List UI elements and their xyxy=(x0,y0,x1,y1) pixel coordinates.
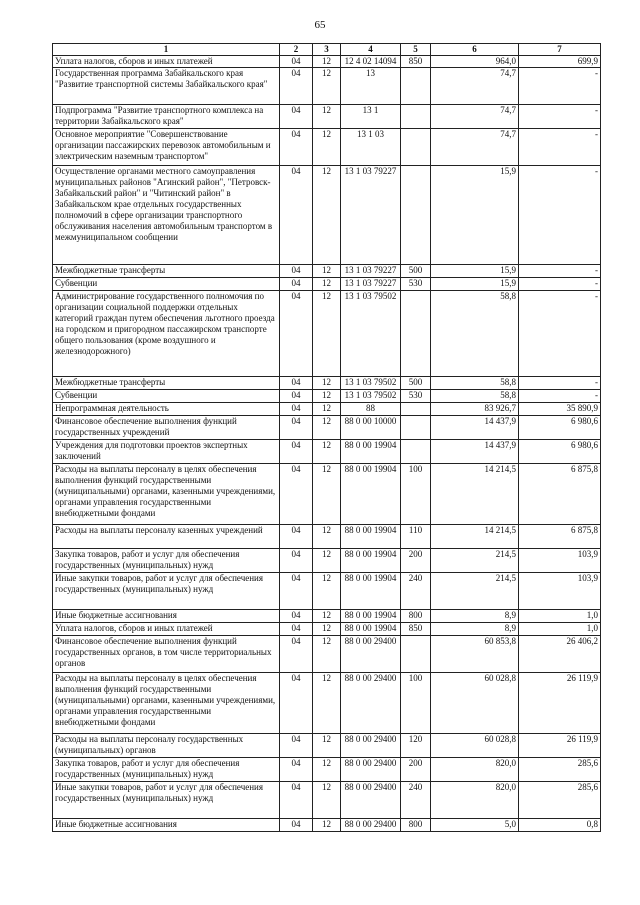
row-subsection: 12 xyxy=(313,464,341,525)
row-name: Уплата налогов, сборов и иных платежей xyxy=(53,623,280,636)
row-amount-1: 58,8 xyxy=(431,291,519,377)
row-name: Иные закупки товаров, работ и услуг для обеспечения государственных (муниципальных) нужд xyxy=(53,782,280,819)
row-amount-1: 8,9 xyxy=(431,623,519,636)
row-amount-1: 15,9 xyxy=(431,166,519,265)
row-amount-2: - xyxy=(519,68,601,105)
table-row xyxy=(53,403,601,416)
row-expense-type xyxy=(401,68,431,105)
row-subsection: 12 xyxy=(313,636,341,673)
column-number-row xyxy=(53,44,601,56)
row-expense-type xyxy=(401,291,431,377)
row-amount-1: 74,7 xyxy=(431,105,519,129)
row-amount-1: 14 214,5 xyxy=(431,525,519,549)
row-amount-2: 26 119,9 xyxy=(519,734,601,758)
row-subsection: 12 xyxy=(313,673,341,734)
row-amount-2: - xyxy=(519,105,601,129)
row-amount-2: 1,0 xyxy=(519,623,601,636)
row-name: Субвенции xyxy=(53,390,280,403)
row-section: 04 xyxy=(280,377,313,390)
row-expense-type xyxy=(401,403,431,416)
row-amount-2: - xyxy=(519,377,601,390)
row-section: 04 xyxy=(280,390,313,403)
table-row xyxy=(53,573,601,610)
row-name: Уплата налогов, сборов и иных платежей xyxy=(53,56,280,68)
row-name: Межбюджетные трансферты xyxy=(53,265,280,278)
row-target-code: 13 1 03 79502 xyxy=(341,377,401,390)
table-row xyxy=(53,673,601,734)
header-col-2: 2 xyxy=(280,44,313,56)
row-section: 04 xyxy=(280,623,313,636)
row-amount-1: 214,5 xyxy=(431,549,519,573)
row-section: 04 xyxy=(280,291,313,377)
header-col-7: 7 xyxy=(519,44,601,56)
row-amount-1: 214,5 xyxy=(431,573,519,610)
row-subsection: 12 xyxy=(313,68,341,105)
row-subsection: 12 xyxy=(313,758,341,782)
row-name: Учреждения для подготовки проектов экспертных заключений xyxy=(53,440,280,464)
row-section: 04 xyxy=(280,782,313,819)
row-subsection: 12 xyxy=(313,129,341,166)
row-name: Государственная программа Забайкальского края "Развитие транспортной системы Забайкальского края" xyxy=(53,68,280,105)
row-target-code: 88 xyxy=(341,403,401,416)
row-subsection: 12 xyxy=(313,390,341,403)
row-target-code: 13 1 03 79227 xyxy=(341,278,401,291)
row-section: 04 xyxy=(280,68,313,105)
row-target-code: 13 1 03 xyxy=(341,129,401,166)
row-section: 04 xyxy=(280,416,313,440)
row-amount-2: 0,8 xyxy=(519,819,601,832)
row-section: 04 xyxy=(280,56,313,68)
header-col-5: 5 xyxy=(401,44,431,56)
table-row xyxy=(53,129,601,166)
row-target-code: 13 1 03 79502 xyxy=(341,390,401,403)
row-name: Финансовое обеспечение выполнения функций государственных органов, в том числе территориальных органов xyxy=(53,636,280,673)
row-subsection: 12 xyxy=(313,623,341,636)
row-name: Осуществление органами местного самоуправления муниципальных районов "Агинский район", "Петровск-Забайкальский район" и "Читинский район" в Забайкальском крае отдельных государственных полномочий в сфере организации транспортного обслуживания населения автомобильным транспортом в межмуниципальном сообщении xyxy=(53,166,280,265)
row-amount-2: 26 406,2 xyxy=(519,636,601,673)
row-target-code: 88 0 00 19904 xyxy=(341,610,401,623)
row-expense-type: 500 xyxy=(401,265,431,278)
row-target-code: 88 0 00 19904 xyxy=(341,440,401,464)
row-subsection: 12 xyxy=(313,416,341,440)
row-target-code: 13 1 xyxy=(341,105,401,129)
header-col-3: 3 xyxy=(313,44,341,56)
row-expense-type: 850 xyxy=(401,56,431,68)
row-name: Иные бюджетные ассигнования xyxy=(53,610,280,623)
budget-table xyxy=(52,43,601,832)
row-section: 04 xyxy=(280,265,313,278)
row-expense-type: 530 xyxy=(401,278,431,291)
row-amount-1: 58,8 xyxy=(431,390,519,403)
table-row xyxy=(53,464,601,525)
row-amount-1: 8,9 xyxy=(431,610,519,623)
row-expense-type: 800 xyxy=(401,610,431,623)
row-subsection: 12 xyxy=(313,403,341,416)
row-name: Расходы на выплаты персоналу государственных (муниципальных) органов xyxy=(53,734,280,758)
row-amount-2: - xyxy=(519,291,601,377)
table-row xyxy=(53,549,601,573)
row-subsection: 12 xyxy=(313,573,341,610)
row-section: 04 xyxy=(280,673,313,734)
row-amount-2: - xyxy=(519,265,601,278)
row-section: 04 xyxy=(280,464,313,525)
row-name: Непрограммная деятельность xyxy=(53,403,280,416)
row-amount-2: - xyxy=(519,129,601,166)
row-target-code: 13 1 03 79227 xyxy=(341,166,401,265)
row-amount-2: 6 980,6 xyxy=(519,416,601,440)
row-section: 04 xyxy=(280,819,313,832)
row-amount-2: 26 119,9 xyxy=(519,673,601,734)
row-amount-2: 103,9 xyxy=(519,549,601,573)
row-expense-type: 110 xyxy=(401,525,431,549)
table-row xyxy=(53,105,601,129)
row-expense-type xyxy=(401,105,431,129)
row-amount-1: 820,0 xyxy=(431,758,519,782)
row-amount-1: 15,9 xyxy=(431,278,519,291)
row-section: 04 xyxy=(280,129,313,166)
table-row xyxy=(53,390,601,403)
row-target-code: 88 0 00 29400 xyxy=(341,734,401,758)
row-expense-type xyxy=(401,129,431,166)
row-subsection: 12 xyxy=(313,525,341,549)
row-expense-type: 200 xyxy=(401,549,431,573)
row-section: 04 xyxy=(280,758,313,782)
row-target-code: 13 1 03 79227 xyxy=(341,265,401,278)
row-expense-type: 500 xyxy=(401,377,431,390)
row-amount-2: - xyxy=(519,278,601,291)
row-name: Администрирование государственного полномочия по организации социальной поддержки отдельных категорий граждан путем обеспечения льготного проезда на городском и пригородном пассажирском транспорте общего пользования (кроме воздушного и железнодорожного) xyxy=(53,291,280,377)
row-name: Основное мероприятие "Совершенствование организации пассажирских перевозок автомобильным и электрическим наземным транспортом" xyxy=(53,129,280,166)
row-target-code: 88 0 00 10000 xyxy=(341,416,401,440)
row-amount-2: 35 890,9 xyxy=(519,403,601,416)
row-section: 04 xyxy=(280,734,313,758)
table-row xyxy=(53,440,601,464)
row-expense-type xyxy=(401,440,431,464)
row-expense-type: 850 xyxy=(401,623,431,636)
table-row xyxy=(53,819,601,832)
table-row xyxy=(53,56,601,68)
row-subsection: 12 xyxy=(313,291,341,377)
row-amount-2: 285,6 xyxy=(519,782,601,819)
row-section: 04 xyxy=(280,636,313,673)
row-subsection: 12 xyxy=(313,105,341,129)
row-amount-1: 60 853,8 xyxy=(431,636,519,673)
row-amount-2: 699,9 xyxy=(519,56,601,68)
row-amount-1: 5,0 xyxy=(431,819,519,832)
row-target-code: 88 0 00 19904 xyxy=(341,573,401,610)
table-row xyxy=(53,166,601,265)
row-subsection: 12 xyxy=(313,782,341,819)
row-name: Расходы на выплаты персоналу в целях обеспечения выполнения функций государственными (муниципальными) органами, казенными учреждениями, органами управления государственными внебюджетными фондами xyxy=(53,673,280,734)
row-expense-type xyxy=(401,416,431,440)
row-target-code: 88 0 00 29400 xyxy=(341,673,401,734)
row-amount-1: 74,7 xyxy=(431,68,519,105)
table-row xyxy=(53,610,601,623)
row-subsection: 12 xyxy=(313,278,341,291)
row-section: 04 xyxy=(280,166,313,265)
row-amount-1: 58,8 xyxy=(431,377,519,390)
row-expense-type: 120 xyxy=(401,734,431,758)
row-section: 04 xyxy=(280,440,313,464)
row-target-code: 88 0 00 29400 xyxy=(341,758,401,782)
row-subsection: 12 xyxy=(313,440,341,464)
table-row xyxy=(53,758,601,782)
row-amount-2: 6 875,8 xyxy=(519,464,601,525)
header-col-6: 6 xyxy=(431,44,519,56)
row-target-code: 88 0 00 29400 xyxy=(341,636,401,673)
header-col-4: 4 xyxy=(341,44,401,56)
row-amount-1: 14 437,9 xyxy=(431,440,519,464)
row-name: Закупка товаров, работ и услуг для обеспечения государственных (муниципальных) нужд xyxy=(53,549,280,573)
row-amount-2: 285,6 xyxy=(519,758,601,782)
row-section: 04 xyxy=(280,549,313,573)
table-row xyxy=(53,636,601,673)
row-section: 04 xyxy=(280,573,313,610)
row-name: Закупка товаров, работ и услуг для обеспечения государственных (муниципальных) нужд xyxy=(53,758,280,782)
row-subsection: 12 xyxy=(313,734,341,758)
row-expense-type: 530 xyxy=(401,390,431,403)
table-row xyxy=(53,291,601,377)
page-number: 65 xyxy=(314,19,326,31)
row-section: 04 xyxy=(280,525,313,549)
row-amount-1: 14 437,9 xyxy=(431,416,519,440)
header-col-1: 1 xyxy=(53,44,280,56)
row-expense-type xyxy=(401,166,431,265)
row-section: 04 xyxy=(280,278,313,291)
row-section: 04 xyxy=(280,105,313,129)
row-subsection: 12 xyxy=(313,166,341,265)
row-amount-1: 60 028,8 xyxy=(431,673,519,734)
row-amount-2: - xyxy=(519,166,601,265)
row-amount-1: 14 214,5 xyxy=(431,464,519,525)
row-target-code: 88 0 00 29400 xyxy=(341,819,401,832)
row-target-code: 88 0 00 19904 xyxy=(341,549,401,573)
row-name: Иные закупки товаров, работ и услуг для обеспечения государственных (муниципальных) нужд xyxy=(53,573,280,610)
table-row xyxy=(53,416,601,440)
row-amount-1: 60 028,8 xyxy=(431,734,519,758)
row-name: Финансовое обеспечение выполнения функций государственных учреждений xyxy=(53,416,280,440)
row-expense-type xyxy=(401,636,431,673)
row-subsection: 12 xyxy=(313,819,341,832)
row-expense-type: 100 xyxy=(401,464,431,525)
row-expense-type: 800 xyxy=(401,819,431,832)
row-target-code: 88 0 00 19904 xyxy=(341,464,401,525)
row-amount-1: 15,9 xyxy=(431,265,519,278)
row-section: 04 xyxy=(280,403,313,416)
row-section: 04 xyxy=(280,610,313,623)
row-expense-type: 200 xyxy=(401,758,431,782)
row-target-code: 88 0 00 19904 xyxy=(341,623,401,636)
row-name: Межбюджетные трансферты xyxy=(53,377,280,390)
table-row xyxy=(53,278,601,291)
table-row xyxy=(53,623,601,636)
row-amount-2: 6 980,6 xyxy=(519,440,601,464)
row-amount-1: 820,0 xyxy=(431,782,519,819)
row-amount-2: 1,0 xyxy=(519,610,601,623)
row-name: Расходы на выплаты персоналу казенных учреждений xyxy=(53,525,280,549)
row-amount-1: 964,0 xyxy=(431,56,519,68)
row-amount-1: 74,7 xyxy=(431,129,519,166)
row-subsection: 12 xyxy=(313,549,341,573)
row-subsection: 12 xyxy=(313,265,341,278)
row-expense-type: 100 xyxy=(401,673,431,734)
table-body xyxy=(53,56,601,832)
row-subsection: 12 xyxy=(313,56,341,68)
table-row xyxy=(53,782,601,819)
row-target-code: 88 0 00 19904 xyxy=(341,525,401,549)
row-target-code: 13 xyxy=(341,68,401,105)
table-row xyxy=(53,377,601,390)
table-row xyxy=(53,734,601,758)
row-target-code: 12 4 02 14094 xyxy=(341,56,401,68)
row-name: Подпрограмма "Развитие транспортного комплекса на территории Забайкальского края" xyxy=(53,105,280,129)
table-row xyxy=(53,525,601,549)
row-amount-2: 103,9 xyxy=(519,573,601,610)
row-expense-type: 240 xyxy=(401,782,431,819)
row-amount-2: - xyxy=(519,390,601,403)
row-amount-1: 83 926,7 xyxy=(431,403,519,416)
row-name: Субвенции xyxy=(53,278,280,291)
row-name: Расходы на выплаты персоналу в целях обеспечения выполнения функций государственными (муниципальными) органами, казенными учреждениями, органами управления государственными внебюджетными фондами xyxy=(53,464,280,525)
row-target-code: 13 1 03 79502 xyxy=(341,291,401,377)
row-subsection: 12 xyxy=(313,377,341,390)
table-row xyxy=(53,68,601,105)
row-subsection: 12 xyxy=(313,610,341,623)
row-amount-2: 6 875,8 xyxy=(519,525,601,549)
row-target-code: 88 0 00 29400 xyxy=(341,782,401,819)
row-name: Иные бюджетные ассигнования xyxy=(53,819,280,832)
row-expense-type: 240 xyxy=(401,573,431,610)
table-row xyxy=(53,265,601,278)
